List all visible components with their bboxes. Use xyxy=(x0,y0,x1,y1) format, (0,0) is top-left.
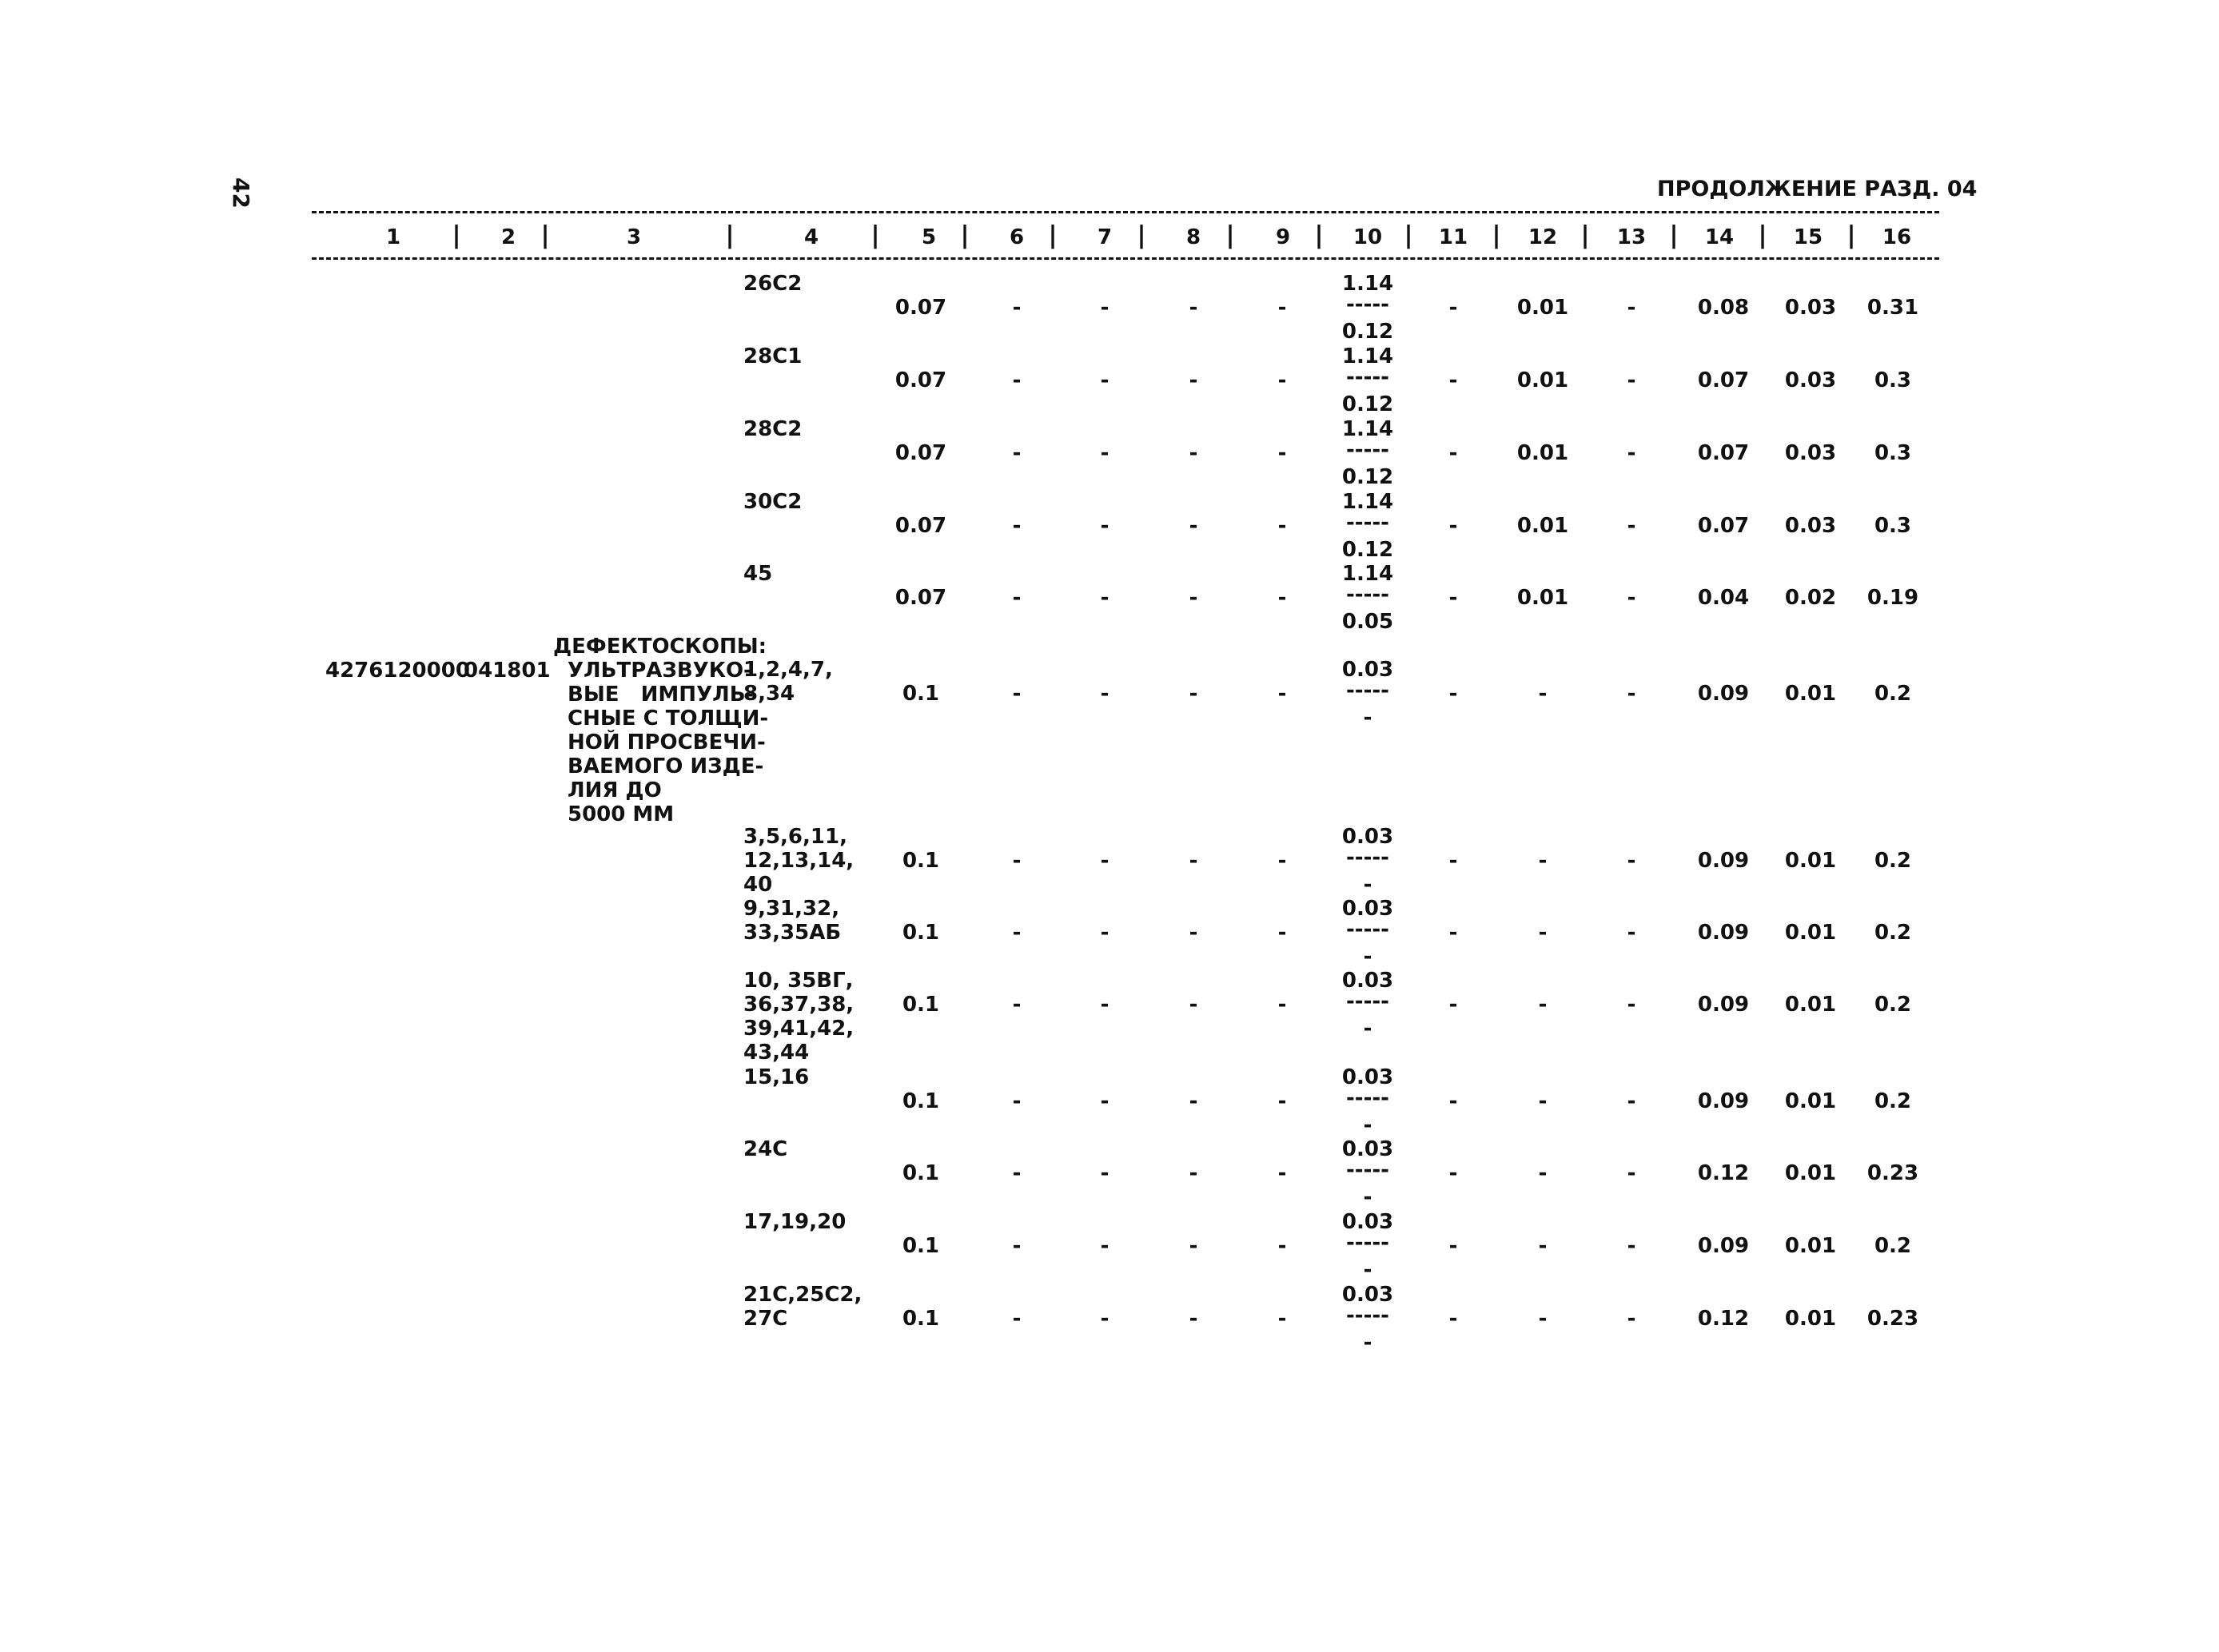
cell-c14: 0.07 xyxy=(1697,441,1750,465)
column-header-15: 15 xyxy=(1793,225,1823,249)
cell-c16: 0.3 xyxy=(1874,441,1912,465)
cell-c10-numerator: 0.03 xyxy=(1341,658,1394,682)
cell-c10-bar: ----- xyxy=(1346,583,1389,607)
entry-name-line: ДЕФЕКТОСКОПЫ: xyxy=(553,635,767,659)
cell-c13: - xyxy=(1627,921,1636,945)
cell-c10-denominator: 0.12 xyxy=(1341,538,1394,562)
cell-c5: 0.07 xyxy=(894,296,947,320)
cell-c15: 0.03 xyxy=(1784,296,1837,320)
cell-c8: - xyxy=(1189,682,1198,706)
cell-c15: 0.01 xyxy=(1784,682,1837,706)
cell-c10-denominator: 0.05 xyxy=(1341,610,1394,634)
cell-c14: 0.09 xyxy=(1697,993,1750,1017)
cell-c10-denominator: 0.12 xyxy=(1341,392,1394,416)
entry-name-line: СНЫЕ С ТОЛЩИ- xyxy=(568,707,769,730)
cell-c6: - xyxy=(1012,1161,1022,1185)
cell-designation: 33,35АБ xyxy=(743,921,842,945)
cell-c7: - xyxy=(1100,514,1110,538)
column-separator: | xyxy=(1311,221,1327,249)
cell-c16: 0.31 xyxy=(1866,296,1919,320)
cell-c5: 0.07 xyxy=(894,368,947,392)
cell-c10-denominator: - xyxy=(1363,1185,1372,1209)
entry-name-line: ЛИЯ ДО xyxy=(568,778,662,802)
cell-c10-bar: ----- xyxy=(1346,989,1389,1013)
cell-c10-bar: ----- xyxy=(1346,679,1389,703)
cell-c12: 0.01 xyxy=(1516,586,1569,610)
cell-c8: - xyxy=(1189,1307,1198,1331)
cell-designation: 3,5,6,11, xyxy=(743,825,847,849)
cell-c16: 0.23 xyxy=(1866,1161,1919,1185)
cell-c7: - xyxy=(1100,1089,1110,1113)
cell-c6: - xyxy=(1012,586,1022,610)
cell-c10-numerator: 1.14 xyxy=(1341,272,1394,296)
cell-c10-denominator: 0.12 xyxy=(1341,465,1394,489)
cell-c9: - xyxy=(1277,921,1287,945)
cell-c15: 0.01 xyxy=(1784,1307,1837,1331)
cell-c9: - xyxy=(1277,1307,1287,1331)
cell-c13: - xyxy=(1627,1161,1636,1185)
entry-name-line: УЛЬТРАЗВУКО- xyxy=(568,659,752,683)
column-separator: | xyxy=(1400,221,1416,249)
cell-c10-numerator: 0.03 xyxy=(1341,969,1394,993)
cell-c10-denominator: - xyxy=(1363,945,1372,969)
cell-c6: - xyxy=(1012,921,1022,945)
cell-c10-bar: ----- xyxy=(1346,293,1389,316)
cell-c16: 0.19 xyxy=(1866,586,1919,610)
entry-name-line: ВАЕМОГО ИЗДЕ- xyxy=(568,754,764,778)
cell-c13: - xyxy=(1627,1089,1636,1113)
cell-designation: 21С,25С2, xyxy=(743,1283,863,1307)
cell-c7: - xyxy=(1100,993,1110,1017)
cell-designation: 24С xyxy=(743,1137,788,1161)
cell-c5: 0.1 xyxy=(902,682,940,706)
column-separator: | xyxy=(867,221,883,249)
column-separator: | xyxy=(1488,221,1504,249)
cell-c11: - xyxy=(1448,1307,1458,1331)
cell-designation: 40 xyxy=(743,873,773,897)
cell-c5: 0.07 xyxy=(894,441,947,465)
entry-name-line: НОЙ ПРОСВЕЧИ- xyxy=(568,730,766,754)
cell-c10-numerator: 0.03 xyxy=(1341,1210,1394,1234)
cell-c8: - xyxy=(1189,921,1198,945)
cell-c10-bar: ----- xyxy=(1346,511,1389,535)
column-header-6: 6 xyxy=(1009,225,1025,249)
column-header-2: 2 xyxy=(500,225,516,249)
cell-c8: - xyxy=(1189,441,1198,465)
cell-c9: - xyxy=(1277,586,1287,610)
cell-c7: - xyxy=(1100,1234,1110,1258)
cell-c10-denominator: - xyxy=(1363,1017,1372,1041)
cell-c14: 0.09 xyxy=(1697,1234,1750,1258)
cell-c7: - xyxy=(1100,368,1110,392)
cell-designation: 36,37,38, xyxy=(743,993,855,1017)
cell-c13: - xyxy=(1627,993,1636,1017)
cell-c5: 0.1 xyxy=(902,849,940,873)
cell-c15: 0.01 xyxy=(1784,849,1837,873)
cell-designation: 30С2 xyxy=(743,490,803,514)
entry-name-line: ВЫЕ ИМПУЛЬ- xyxy=(568,683,755,707)
cell-c5: 0.1 xyxy=(902,1307,940,1331)
cell-c9: - xyxy=(1277,993,1287,1017)
column-header-14: 14 xyxy=(1704,225,1735,249)
column-separator: | xyxy=(1133,221,1149,249)
column-separator: | xyxy=(448,221,464,249)
column-separator: | xyxy=(1755,221,1771,249)
column-header-13: 13 xyxy=(1616,225,1647,249)
cell-c15: 0.01 xyxy=(1784,1234,1837,1258)
entry-code-1: 4276120000 xyxy=(325,659,470,683)
cell-c10-numerator: 1.14 xyxy=(1341,490,1394,514)
cell-c12: - xyxy=(1538,1161,1548,1185)
cell-designation: 26С2 xyxy=(743,272,803,296)
cell-c8: - xyxy=(1189,296,1198,320)
column-header-16: 16 xyxy=(1882,225,1912,249)
cell-c12: - xyxy=(1538,1089,1548,1113)
cell-c14: 0.09 xyxy=(1697,1089,1750,1113)
cell-c10-bar: ----- xyxy=(1346,1086,1389,1110)
cell-c8: - xyxy=(1189,993,1198,1017)
cell-designation: 1,2,4,7, xyxy=(743,658,833,682)
cell-c12: 0.01 xyxy=(1516,368,1569,392)
cell-c13: - xyxy=(1627,1234,1636,1258)
cell-c10-denominator: - xyxy=(1363,1113,1372,1137)
cell-c11: - xyxy=(1448,682,1458,706)
column-separator: | xyxy=(1843,221,1859,249)
column-separator: | xyxy=(722,221,738,249)
cell-designation: 28С1 xyxy=(743,344,803,368)
cell-c13: - xyxy=(1627,296,1636,320)
cell-c13: - xyxy=(1627,849,1636,873)
cell-c13: - xyxy=(1627,368,1636,392)
cell-c10-denominator: - xyxy=(1363,1258,1372,1282)
cell-c5: 0.1 xyxy=(902,1089,940,1113)
cell-c16: 0.2 xyxy=(1874,849,1912,873)
cell-designation: 27С xyxy=(743,1307,788,1331)
cell-c7: - xyxy=(1100,1307,1110,1331)
cell-c6: - xyxy=(1012,993,1022,1017)
column-separator: | xyxy=(1045,221,1061,249)
cell-c10-numerator: 0.03 xyxy=(1341,1065,1394,1089)
cell-c8: - xyxy=(1189,1089,1198,1113)
cell-c14: 0.12 xyxy=(1697,1161,1750,1185)
header-top-rule xyxy=(312,211,1939,213)
cell-c14: 0.07 xyxy=(1697,368,1750,392)
cell-c6: - xyxy=(1012,514,1022,538)
column-separator: | xyxy=(537,221,553,249)
cell-c10-numerator: 1.14 xyxy=(1341,562,1394,586)
cell-c12: - xyxy=(1538,921,1548,945)
column-separator: | xyxy=(1577,221,1593,249)
cell-designation: 8,34 xyxy=(743,682,795,706)
cell-designation: 10, 35ВГ, xyxy=(743,969,854,993)
cell-c10-numerator: 1.14 xyxy=(1341,417,1394,441)
column-header-8: 8 xyxy=(1185,225,1201,249)
cell-c10-numerator: 0.03 xyxy=(1341,825,1394,849)
cell-c11: - xyxy=(1448,296,1458,320)
column-header-10: 10 xyxy=(1353,225,1383,249)
cell-c14: 0.09 xyxy=(1697,682,1750,706)
cell-c6: - xyxy=(1012,1089,1022,1113)
cell-c9: - xyxy=(1277,441,1287,465)
cell-c10-bar: ----- xyxy=(1346,1304,1389,1328)
cell-c8: - xyxy=(1189,368,1198,392)
cell-c6: - xyxy=(1012,296,1022,320)
cell-designation: 43,44 xyxy=(743,1041,810,1065)
cell-c16: 0.3 xyxy=(1874,368,1912,392)
cell-c15: 0.01 xyxy=(1784,921,1837,945)
cell-designation: 28С2 xyxy=(743,417,803,441)
column-header-5: 5 xyxy=(921,225,937,249)
cell-c11: - xyxy=(1448,1161,1458,1185)
cell-c5: 0.1 xyxy=(902,1234,940,1258)
cell-c11: - xyxy=(1448,586,1458,610)
cell-c10-bar: ----- xyxy=(1346,846,1389,870)
column-header-11: 11 xyxy=(1438,225,1468,249)
cell-c9: - xyxy=(1277,1089,1287,1113)
cell-c10-numerator: 0.03 xyxy=(1341,1283,1394,1307)
cell-c11: - xyxy=(1448,1089,1458,1113)
cell-designation: 9,31,32, xyxy=(743,897,840,921)
section-header: ПРОДОЛЖЕНИЕ РАЗД. 04 xyxy=(1657,177,1978,201)
cell-c9: - xyxy=(1277,514,1287,538)
cell-c13: - xyxy=(1627,441,1636,465)
cell-c14: 0.08 xyxy=(1697,296,1750,320)
cell-c6: - xyxy=(1012,368,1022,392)
column-separator: | xyxy=(1666,221,1682,249)
cell-c10-denominator: - xyxy=(1363,706,1372,730)
column-header-12: 12 xyxy=(1528,225,1558,249)
cell-designation: 45 xyxy=(743,562,773,586)
cell-c6: - xyxy=(1012,1307,1022,1331)
cell-c8: - xyxy=(1189,849,1198,873)
cell-c15: 0.03 xyxy=(1784,441,1837,465)
column-header-4: 4 xyxy=(803,225,819,249)
cell-c6: - xyxy=(1012,682,1022,706)
cell-designation: 15,16 xyxy=(743,1065,810,1089)
cell-c7: - xyxy=(1100,921,1110,945)
cell-c15: 0.01 xyxy=(1784,1161,1837,1185)
column-header-1: 1 xyxy=(385,225,401,249)
cell-c10-numerator: 0.03 xyxy=(1341,1137,1394,1161)
cell-c15: 0.02 xyxy=(1784,586,1837,610)
cell-c12: - xyxy=(1538,993,1548,1017)
cell-c14: 0.12 xyxy=(1697,1307,1750,1331)
cell-c10-denominator: 0.12 xyxy=(1341,320,1394,344)
cell-c5: 0.07 xyxy=(894,586,947,610)
page-number: 42 xyxy=(228,177,254,209)
cell-c14: 0.07 xyxy=(1697,514,1750,538)
cell-c16: 0.2 xyxy=(1874,993,1912,1017)
cell-c16: 0.23 xyxy=(1866,1307,1919,1331)
cell-c15: 0.01 xyxy=(1784,993,1837,1017)
cell-c12: - xyxy=(1538,1234,1548,1258)
cell-c12: 0.01 xyxy=(1516,441,1569,465)
cell-c6: - xyxy=(1012,849,1022,873)
cell-c14: 0.04 xyxy=(1697,586,1750,610)
cell-c16: 0.2 xyxy=(1874,921,1912,945)
cell-c11: - xyxy=(1448,849,1458,873)
column-separator: | xyxy=(957,221,973,249)
column-header-7: 7 xyxy=(1097,225,1113,249)
cell-c6: - xyxy=(1012,1234,1022,1258)
cell-c12: 0.01 xyxy=(1516,514,1569,538)
cell-c9: - xyxy=(1277,682,1287,706)
cell-c15: 0.03 xyxy=(1784,368,1837,392)
cell-c12: - xyxy=(1538,682,1548,706)
cell-c7: - xyxy=(1100,1161,1110,1185)
cell-c11: - xyxy=(1448,993,1458,1017)
cell-c10-denominator: - xyxy=(1363,873,1372,897)
cell-c16: 0.3 xyxy=(1874,514,1912,538)
cell-c8: - xyxy=(1189,1161,1198,1185)
entry-name-line: 5000 ММ xyxy=(568,802,675,826)
cell-c9: - xyxy=(1277,849,1287,873)
cell-c7: - xyxy=(1100,849,1110,873)
cell-c11: - xyxy=(1448,921,1458,945)
cell-c9: - xyxy=(1277,1234,1287,1258)
cell-c12: - xyxy=(1538,849,1548,873)
cell-c7: - xyxy=(1100,682,1110,706)
cell-c10-bar: ----- xyxy=(1346,365,1389,389)
cell-c16: 0.2 xyxy=(1874,1234,1912,1258)
column-header-9: 9 xyxy=(1275,225,1291,249)
cell-c16: 0.2 xyxy=(1874,1089,1912,1113)
cell-c15: 0.03 xyxy=(1784,514,1837,538)
cell-c12: - xyxy=(1538,1307,1548,1331)
cell-c14: 0.09 xyxy=(1697,849,1750,873)
cell-c15: 0.01 xyxy=(1784,1089,1837,1113)
cell-designation: 39,41,42, xyxy=(743,1017,855,1041)
cell-c10-bar: ----- xyxy=(1346,1231,1389,1255)
cell-c13: - xyxy=(1627,586,1636,610)
cell-c10-numerator: 1.14 xyxy=(1341,344,1394,368)
cell-c5: 0.1 xyxy=(902,993,940,1017)
cell-c9: - xyxy=(1277,368,1287,392)
cell-c14: 0.09 xyxy=(1697,921,1750,945)
column-separator: | xyxy=(1222,221,1238,249)
cell-c10-bar: ----- xyxy=(1346,1158,1389,1182)
cell-c9: - xyxy=(1277,296,1287,320)
cell-c6: - xyxy=(1012,441,1022,465)
cell-c10-denominator: - xyxy=(1363,1331,1372,1355)
cell-c5: 0.1 xyxy=(902,921,940,945)
cell-c5: 0.07 xyxy=(894,514,947,538)
cell-c8: - xyxy=(1189,586,1198,610)
cell-c11: - xyxy=(1448,441,1458,465)
header-bottom-rule xyxy=(312,257,1939,260)
cell-c7: - xyxy=(1100,441,1110,465)
cell-c10-bar: ----- xyxy=(1346,918,1389,941)
cell-c16: 0.2 xyxy=(1874,682,1912,706)
cell-c12: 0.01 xyxy=(1516,296,1569,320)
cell-c10-bar: ----- xyxy=(1346,438,1389,462)
cell-c10-numerator: 0.03 xyxy=(1341,897,1394,921)
column-header-3: 3 xyxy=(626,225,642,249)
cell-c9: - xyxy=(1277,1161,1287,1185)
cell-c5: 0.1 xyxy=(902,1161,940,1185)
cell-c8: - xyxy=(1189,1234,1198,1258)
cell-c13: - xyxy=(1627,514,1636,538)
cell-designation: 17,19,20 xyxy=(743,1210,847,1234)
cell-designation: 12,13,14, xyxy=(743,849,855,873)
cell-c7: - xyxy=(1100,586,1110,610)
cell-c7: - xyxy=(1100,296,1110,320)
cell-c11: - xyxy=(1448,1234,1458,1258)
cell-c8: - xyxy=(1189,514,1198,538)
entry-code-2: 041801 xyxy=(464,659,551,683)
cell-c13: - xyxy=(1627,682,1636,706)
cell-c11: - xyxy=(1448,514,1458,538)
cell-c13: - xyxy=(1627,1307,1636,1331)
cell-c11: - xyxy=(1448,368,1458,392)
